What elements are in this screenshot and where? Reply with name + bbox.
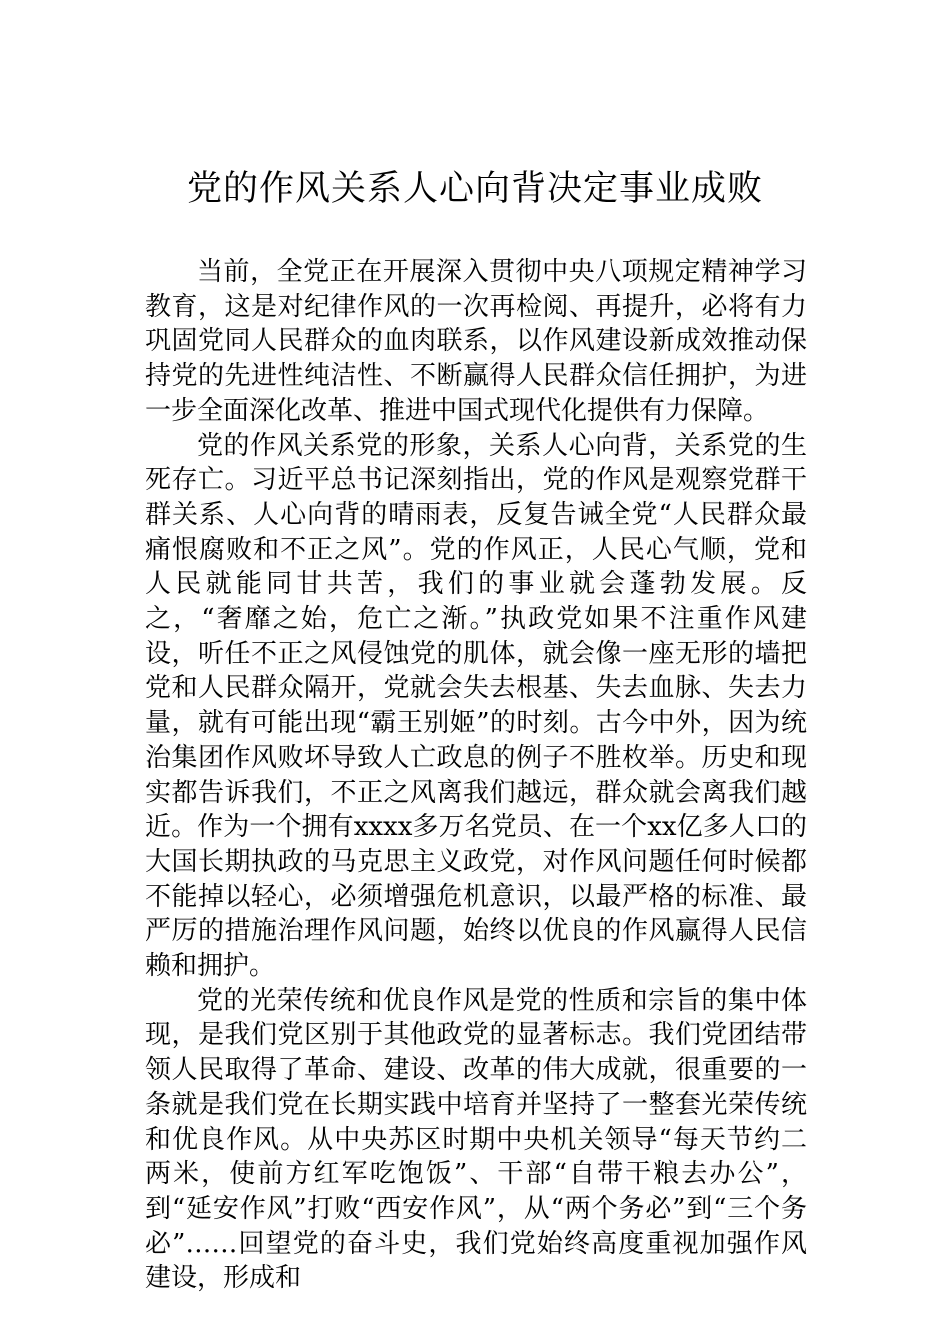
paragraph-1: 当前，全党正在开展深入贯彻中央八项规定精神学习教育，这是对纪律作风的一次再检阅、再提升，必将有力巩固党同人民群众的血肉联系，以作风建设新成效推动保持党的先进性纯洁性、不断赢得人民群众信任拥护，为进一步全面深化改革、推进中国式现代化提供有力保障。 xyxy=(145,257,807,426)
paragraph-2: 党的作风关系党的形象，关系人心向背，关系党的生死存亡。习近平总书记深刻指出，党的作风是观察党群干群关系、人心向背的晴雨表，反复告诫全党“人民群众最痛恨腐败和不正之风”。党的作风正，人民心气顺，党和人民就能同甘共苦，我们的事业就会蓬勃发展。反之，“奢靡之始，危亡之渐。”执政党如果不注重作风建设，听任不正之风侵蚀党的肌体，就会像一座无形的墙把党和人民群众隔开，党就会失去根基、失去血脉、失去力量，就有可能出现“霸王别姬”的时刻。古今中外，因为统治集团作风败坏导致人亡政息的例子不胜枚举。历史和现实都告诉我们，不正之风离我们越远，群众就会离我们越近。作为一个拥有xxxx多万名党员、在一个xx亿多人口的大国长期执政的马克思主义政党，对作风问题任何时候都不能掉以轻心，必须增强危机意识，以最严格的标准、最严厉的措施治理作风问题，始终以优良的作风赢得人民信赖和拥护。 xyxy=(145,430,807,982)
paragraph-3: 党的光荣传统和优良作风是党的性质和宗旨的集中体现，是我们党区别于其他政党的显著标志。我们党团结带领人民取得了革命、建设、改革的伟大成就，很重要的一条就是我们党在长期实践中培育并坚持了一整套光荣传统和优良作风。从中央苏区时期中央机关领导“每天节约二两米，使前方红军吃饱饭”、干部“自带干粮去办公”，到“延安作风”打败“西安作风”，从“两个务必”到“三个务必”……回望党的奋斗史，我们党始终高度重视加强作风建设，形成和 xyxy=(145,985,807,1294)
document-title: 党的作风关系人心向背决定事业成败 xyxy=(186,169,763,209)
document-body xyxy=(145,255,807,1296)
